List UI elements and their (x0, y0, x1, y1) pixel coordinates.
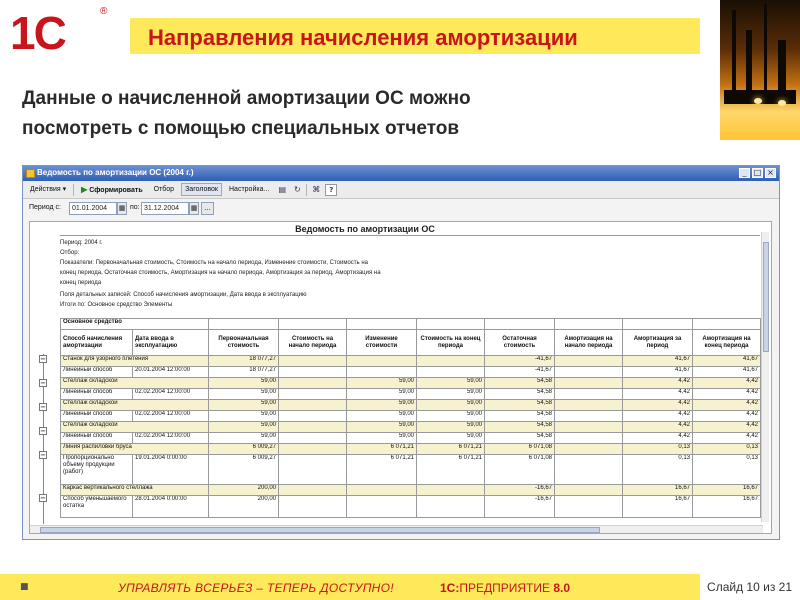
logo-text: 1С (10, 7, 65, 59)
report-meta-line: Поля детальных записей: Способ начисления амортизации, Дата ввода в эксплуатацию (60, 292, 307, 298)
method-cell: Линейный способ (61, 389, 133, 400)
value-cell: 18 077,27 (209, 367, 279, 378)
value-cell (279, 389, 347, 400)
value-cell: 59,00 (347, 411, 417, 422)
footer-bullet-icon: ■ (20, 582, 29, 592)
detail-row[interactable] (61, 433, 761, 444)
method-cell: Способ уменьшаемого остатка (61, 496, 133, 518)
date-cell: 20.01.2004 12:00:00 (133, 367, 209, 378)
asset-name-cell: Каркас вертикального стеллажа (61, 485, 209, 496)
value-cell (555, 400, 623, 411)
1c-logo (6, 4, 118, 64)
value-cell: 4,42 (693, 378, 761, 389)
footer-product-brand: 1С: (440, 581, 460, 595)
value-cell: 6 071,08 (485, 455, 555, 485)
report-title: Ведомость по амортизации ОС (295, 224, 435, 234)
slide-title: Направления начисления амортизации (148, 25, 578, 50)
value-cell: 16,67 (693, 496, 761, 518)
window-title: Ведомость по амортизации ОС (2004 г.) (37, 168, 194, 177)
value-cell: 54,58 (485, 389, 555, 400)
value-cell: 16,67 (693, 485, 761, 496)
period-to-input[interactable]: 31.12.2004 (141, 202, 189, 215)
column-header[interactable]: Первоначальная стоимость (209, 330, 279, 356)
value-cell: 59,00 (347, 400, 417, 411)
report-meta-line: Показатели: Первоначальная стоимость, Стоимость на начало периода, Изменение стоимости, Стоимость на (60, 260, 368, 266)
value-cell: 4,42 (693, 422, 761, 433)
column-header[interactable]: Остаточная стоимость (485, 330, 555, 356)
value-cell: 59,00 (209, 411, 279, 422)
value-cell: 59,00 (209, 389, 279, 400)
value-cell (279, 422, 347, 433)
value-cell (555, 433, 623, 444)
save-settings-icon[interactable]: ▤ (278, 184, 287, 194)
value-cell: -16,67 (485, 496, 555, 518)
value-cell: 6 071,08 (485, 444, 555, 455)
report-meta-line: Отбор: (60, 250, 80, 256)
settings-button[interactable]: Настройка... (229, 186, 270, 193)
value-cell: 59,00 (209, 422, 279, 433)
header-spacer-cell (347, 319, 417, 330)
subtitle-line-1: Данные о начисленной амортизации ОС можно (22, 88, 471, 109)
value-cell (417, 496, 485, 518)
slide-footer (0, 574, 800, 600)
heading-button[interactable]: Заголовок (181, 183, 222, 196)
header-spacer-cell (623, 319, 693, 330)
value-cell: 54,58 (485, 433, 555, 444)
asset-name-cell: Стеллаж складской (61, 422, 209, 433)
calendar-to-icon[interactable]: ▦ (189, 202, 199, 215)
value-cell (417, 356, 485, 367)
value-cell: 6 071,21 (417, 444, 485, 455)
horizontal-scrollbar[interactable] (30, 525, 763, 533)
slide-subtitle (22, 84, 702, 144)
header-spacer-cell (209, 319, 279, 330)
value-cell: 4,42 (623, 411, 693, 422)
date-cell: 02.02.2004 12:00:00 (133, 433, 209, 444)
asset-group-row[interactable] (61, 400, 761, 411)
header-spacer-cell (693, 319, 761, 330)
value-cell: 59,00 (417, 433, 485, 444)
group-header-label: Основное средство (61, 319, 209, 330)
value-cell: 18 077,27 (209, 356, 279, 367)
value-cell: 59,00 (347, 378, 417, 389)
restore-settings-icon[interactable]: ↻ (293, 184, 301, 194)
value-cell: 4,42 (623, 400, 693, 411)
method-cell: Пропорционально объему продукции (работ) (61, 455, 133, 485)
header-spacer-cell (555, 319, 623, 330)
value-cell (279, 455, 347, 485)
report-title-cell (60, 222, 760, 236)
header-spacer-cell (279, 319, 347, 330)
value-cell (279, 367, 347, 378)
subtitle-line-2: посмотреть с помощью специальных отчетов (22, 118, 460, 139)
minimize-button[interactable]: _ (739, 168, 750, 178)
report-meta-line: Период: 2004 г. (60, 240, 103, 246)
value-cell: 41,67 (623, 356, 693, 367)
column-header[interactable]: Дата ввода в эксплуатацию (133, 330, 209, 356)
value-cell: 59,00 (417, 422, 485, 433)
date-cell: 28.01.2004 0:00:00 (133, 496, 209, 518)
column-header[interactable]: Амортизация на конец периода (693, 330, 761, 356)
asset-group-row[interactable] (61, 422, 761, 433)
value-cell: 54,58 (485, 422, 555, 433)
value-cell (279, 356, 347, 367)
asset-group-row[interactable] (61, 378, 761, 389)
tree-expand-icon[interactable]: ⌘ (312, 184, 321, 194)
report-window (22, 165, 780, 540)
value-cell: 200,00 (209, 485, 279, 496)
footer-slogan: УПРАВЛЯТЬ ВСЕРЬЕЗ – ТЕПЕРЬ ДОСТУПНО! (118, 581, 394, 595)
value-cell (279, 496, 347, 518)
generate-button[interactable] (77, 183, 146, 196)
value-cell: 59,00 (209, 433, 279, 444)
tree-collapse-icon[interactable]: − (40, 379, 46, 387)
footer-product-version: 8.0 (549, 581, 570, 595)
value-cell: -16,67 (485, 485, 555, 496)
value-cell: 59,00 (417, 378, 485, 389)
value-cell (279, 444, 347, 455)
value-cell: 54,58 (485, 400, 555, 411)
period-from-label: Период с: (29, 204, 61, 211)
slide-title-banner (130, 18, 700, 54)
value-cell (417, 485, 485, 496)
maximize-button[interactable]: □ (753, 168, 762, 177)
value-cell (279, 411, 347, 422)
date-cell: 02.02.2004 12:00:00 (133, 411, 209, 422)
method-cell: Линейный способ (61, 411, 133, 422)
value-cell: 59,00 (417, 400, 485, 411)
value-cell: 4,42 (693, 433, 761, 444)
period-select-button[interactable]: ... (201, 202, 214, 215)
generate-label: Сформировать (89, 187, 143, 194)
value-cell: 59,00 (347, 422, 417, 433)
value-cell: 54,58 (485, 411, 555, 422)
page-indicator: Слайд 10 из 21 (707, 580, 792, 594)
report-meta-line: конец периода, Остаточная стоимость, Амортизация на начало периода, Амортизация за период, Амортизация на (60, 270, 381, 276)
help-icon[interactable]: ? (325, 184, 337, 196)
period-to-label: по: (130, 204, 140, 211)
value-cell: 4,42 (623, 433, 693, 444)
value-cell: 41,67 (623, 367, 693, 378)
value-cell (347, 367, 417, 378)
column-header[interactable]: Изменение стоимости (347, 330, 417, 356)
close-button[interactable]: × (765, 168, 776, 178)
header-spacer-cell (417, 319, 485, 330)
asset-name-cell: Линия распиловки бруса (61, 444, 209, 455)
value-cell: 59,00 (347, 389, 417, 400)
value-cell (279, 400, 347, 411)
detail-row[interactable] (61, 411, 761, 422)
column-header[interactable]: Стоимость на конец периода (417, 330, 485, 356)
toolbar (23, 181, 779, 199)
actions-menu[interactable]: Действия ▾ (30, 186, 67, 193)
tree-collapse-icon[interactable]: − (40, 451, 46, 459)
report-meta-line: конец периода (60, 280, 102, 286)
horizontal-scroll-thumb[interactable] (40, 527, 600, 533)
value-cell: -41,67 (485, 356, 555, 367)
value-cell: 41,67 (693, 356, 761, 367)
value-cell: 59,00 (417, 389, 485, 400)
calendar-from-icon[interactable]: ▦ (117, 202, 127, 215)
value-cell: 4,42 (623, 389, 693, 400)
refinery-photo (720, 0, 800, 140)
value-cell: 6 071,21 (347, 444, 417, 455)
column-header[interactable]: Амортизация на начало периода (555, 330, 623, 356)
value-cell: 59,00 (347, 433, 417, 444)
value-cell: 0,13 (623, 455, 693, 485)
value-cell (417, 367, 485, 378)
value-cell: 16,67 (623, 485, 693, 496)
detail-row[interactable] (61, 389, 761, 400)
value-cell: 54,58 (485, 378, 555, 389)
column-header-row (61, 330, 761, 356)
value-cell: 6 071,21 (347, 455, 417, 485)
column-header[interactable]: Амортизация за период (623, 330, 693, 356)
column-header[interactable]: Способ начисления амортизации (61, 330, 133, 356)
value-cell: 4,42 (693, 411, 761, 422)
value-cell: 41,67 (693, 367, 761, 378)
column-header[interactable]: Стоимость на начало периода (279, 330, 347, 356)
value-cell: 0,13 (623, 444, 693, 455)
window-titlebar[interactable] (23, 166, 779, 181)
value-cell: 59,00 (209, 400, 279, 411)
value-cell: -41,67 (485, 367, 555, 378)
slide-header (0, 0, 800, 70)
asset-name-cell: Стеллаж складской (61, 378, 209, 389)
period-from-input[interactable]: 01.01.2004 (69, 202, 117, 215)
date-cell: 19.01.2004 0:00:00 (133, 455, 209, 485)
tree-gutter (36, 354, 52, 532)
tree-collapse-icon[interactable]: − (40, 427, 46, 435)
value-cell (555, 378, 623, 389)
value-cell (347, 485, 417, 496)
report-meta-line: Итоги по: Основное средство Элементы (60, 302, 173, 308)
asset-name-cell: Стеллаж складской (61, 400, 209, 411)
value-cell: 200,00 (209, 496, 279, 518)
selection-button[interactable]: Отбор (153, 186, 175, 193)
detail-row[interactable] (61, 455, 761, 485)
value-cell (555, 496, 623, 518)
play-icon: ▶ (81, 185, 88, 194)
value-cell: 6 009,27 (209, 444, 279, 455)
group-header-row (61, 319, 761, 330)
footer-product (440, 581, 570, 595)
value-cell (279, 433, 347, 444)
asset-group-row[interactable] (61, 444, 761, 455)
value-cell (279, 485, 347, 496)
tree-collapse-icon[interactable]: − (40, 355, 46, 363)
value-cell: 4,42 (623, 422, 693, 433)
value-cell (555, 455, 623, 485)
value-cell: 4,42 (623, 378, 693, 389)
asset-name-cell: Станок для узорного плетения (61, 356, 209, 367)
period-row (23, 199, 779, 219)
value-cell (347, 496, 417, 518)
method-cell: Линейный способ (61, 433, 133, 444)
value-cell (279, 378, 347, 389)
date-cell: 02.02.2004 12:00:00 (133, 389, 209, 400)
value-cell: 4,42 (693, 389, 761, 400)
value-cell: 6 071,21 (417, 455, 485, 485)
tree-collapse-icon[interactable]: − (40, 403, 46, 411)
value-cell: 6 009,27 (209, 455, 279, 485)
logo-registered-mark: ® (100, 6, 108, 17)
value-cell (555, 444, 623, 455)
asset-group-row[interactable] (61, 485, 761, 496)
footer-band (0, 574, 700, 600)
value-cell: 59,00 (209, 378, 279, 389)
method-cell: Линейный способ (61, 367, 133, 378)
report-document[interactable] (29, 221, 772, 534)
app-icon (26, 169, 35, 178)
asset-group-row[interactable] (61, 356, 761, 367)
detail-row[interactable] (61, 496, 761, 518)
value-cell (555, 389, 623, 400)
value-cell: 0,13 (693, 444, 761, 455)
vertical-scrollbar[interactable] (761, 232, 769, 522)
value-cell: 59,00 (417, 411, 485, 422)
footer-product-name: ПРЕДПРИЯТИЕ (459, 581, 550, 595)
report-table (60, 318, 761, 518)
value-cell: 0,13 (693, 455, 761, 485)
tree-collapse-icon[interactable]: − (40, 494, 46, 502)
header-spacer-cell (485, 319, 555, 330)
value-cell: 4,42 (693, 400, 761, 411)
detail-row[interactable] (61, 367, 761, 378)
value-cell (555, 367, 623, 378)
vertical-scroll-thumb[interactable] (763, 242, 769, 352)
value-cell (555, 422, 623, 433)
value-cell (555, 411, 623, 422)
value-cell: 16,67 (623, 496, 693, 518)
value-cell (347, 356, 417, 367)
value-cell (555, 485, 623, 496)
value-cell (555, 356, 623, 367)
